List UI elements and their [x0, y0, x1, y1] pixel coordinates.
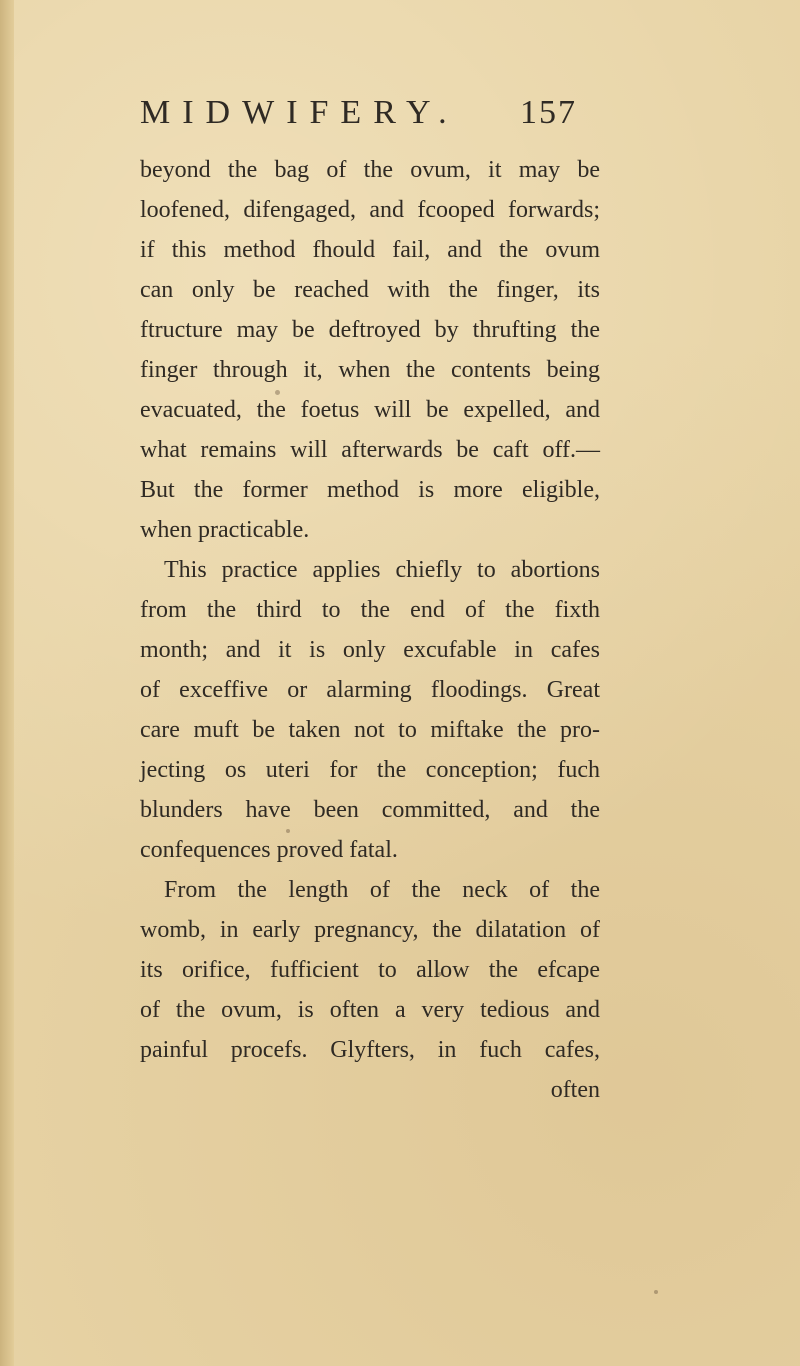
- page-header: [140, 94, 600, 134]
- paper-speck: [654, 1290, 658, 1294]
- text-line: ftructure may be deftroyed by thrufting the: [140, 317, 600, 343]
- paper-speck: [286, 829, 290, 833]
- running-head: MIDWIFERY.: [140, 94, 459, 131]
- text-line: jecting os uteri for the conception; fuch: [140, 757, 600, 783]
- page-edge: [0, 0, 14, 1366]
- text-line: care muft be taken not to miftake the pro-: [140, 717, 600, 743]
- text-line: painful procefs. Glyfters, in fuch cafes,: [140, 1037, 600, 1063]
- page-number: 157: [520, 94, 577, 131]
- paper-speck: [275, 390, 280, 395]
- text-line: beyond the bag of the ovum, it may be: [140, 157, 600, 183]
- catchword: often: [550, 1077, 600, 1103]
- body-text: [140, 150, 600, 1110]
- text-line: evacuated, the foetus will be expelled, and: [140, 397, 600, 423]
- text-line: of the ovum, is often a very tedious and: [140, 997, 600, 1023]
- text-line: what remains will afterwards be caft off.—: [140, 437, 600, 463]
- text-line: confequences proved fatal.: [140, 837, 398, 863]
- text-line: But the former method is more eligible,: [140, 477, 600, 503]
- text-line: From the length of the neck of the: [164, 877, 600, 903]
- text-line: its orifice, fufficient to allow the efcape: [140, 957, 600, 983]
- text-line: This practice applies chiefly to abortions: [164, 557, 600, 583]
- text-line: when practicable.: [140, 517, 310, 543]
- paper-speck: [438, 972, 442, 976]
- text-line: womb, in early pregnancy, the dilatation of: [140, 917, 600, 943]
- text-line: from the third to the end of the fixth: [140, 597, 600, 623]
- text-line: month; and it is only excufable in cafes: [140, 637, 600, 663]
- text-line: if this method fhould fail, and the ovum: [140, 237, 600, 263]
- text-line: of exceffive or alarming floodings. Great: [140, 677, 600, 703]
- text-line: loofened, difengaged, and fcooped forwards;: [140, 197, 600, 223]
- text-line: blunders have been committed, and the: [140, 797, 600, 823]
- text-line: finger through it, when the contents being: [140, 357, 600, 383]
- text-line: can only be reached with the finger, its: [140, 277, 600, 303]
